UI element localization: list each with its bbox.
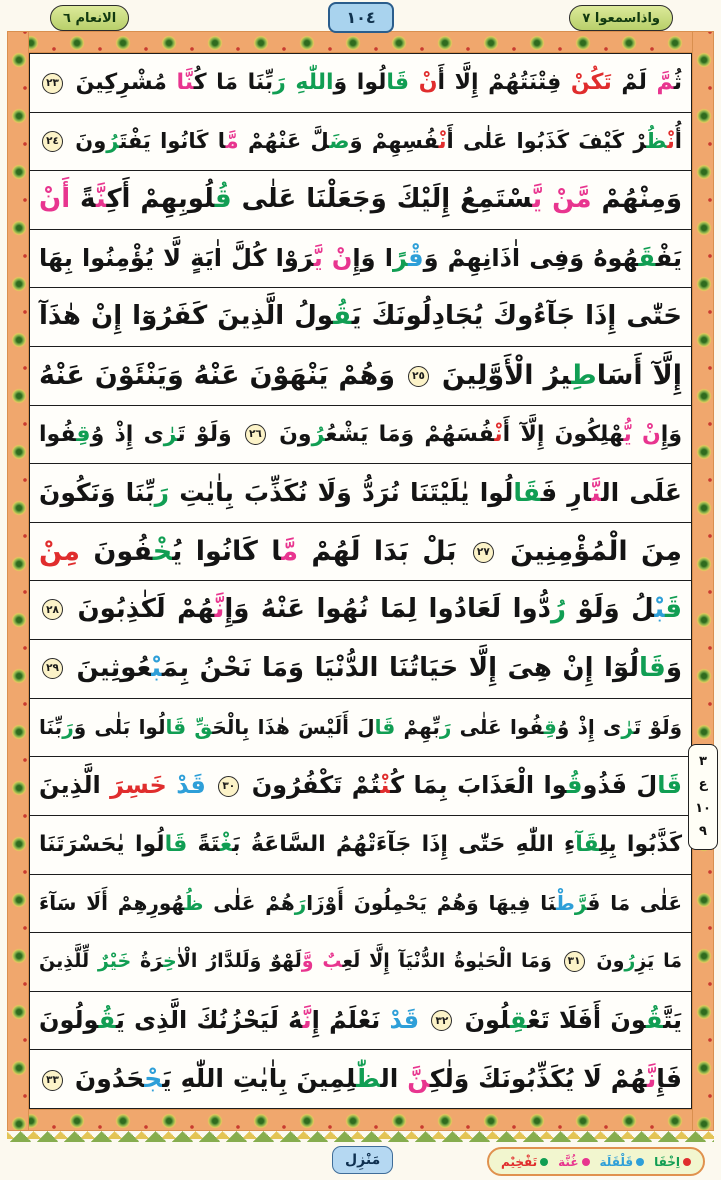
legend-label: قَلْقَلَة (599, 1154, 634, 1169)
tajweed-segment: لُ وَلَوْ (566, 594, 655, 625)
tajweed-segment: قَدْ (389, 1005, 420, 1034)
ruku-marker-value: ٩ (699, 824, 707, 840)
tajweed-segment: نْ (380, 771, 391, 800)
quran-text-line (30, 699, 691, 758)
verse-number-badge: ٣١ (564, 951, 585, 972)
tajweed-segment: نَّ (646, 1064, 657, 1094)
legend-item (600, 1156, 645, 1168)
tajweed-segment: لُوا وَ (333, 70, 387, 95)
tajweed-legend (487, 1147, 705, 1176)
quran-text-line (30, 230, 691, 289)
tajweed-segment: نْ يَّ (313, 243, 353, 272)
ruku-marker-value: ع (698, 777, 708, 793)
tajweed-segment: بِّنَا (39, 714, 63, 739)
tajweed-segment: رَ (154, 478, 170, 508)
quran-text-line (30, 640, 691, 699)
tajweed-segment: قِ (76, 421, 91, 447)
tajweed-segment (206, 771, 215, 799)
tajweed-segment: نَّ (302, 1005, 312, 1034)
tajweed-segment: ولُ الَّذِينَ كَفَرُوٓا إِنْ هٰذَآ (39, 301, 334, 332)
tajweed-segment: ضَ (329, 128, 350, 153)
legend-item (501, 1156, 548, 1168)
tajweed-segment: وَلَوْ تَ (177, 421, 242, 447)
tajweed-segment: لُوا بَلٰى وَ (73, 714, 166, 739)
tajweed-segment: رُ (106, 128, 120, 153)
tajweed-segment: دُّوا لَعَادُوا لِمَا نُهُوا عَنْهُ وَإِ (224, 594, 552, 625)
tajweed-segment: فُونَ (80, 535, 153, 567)
verse-number-badge: ٢٦ (245, 424, 266, 445)
tajweed-segment: هْلِكُونَ إِلَّآ أَ (502, 421, 624, 447)
tajweed-segment: خَسِرَ (110, 771, 167, 800)
tajweed-segment: مَّ (656, 70, 674, 95)
tajweed-segment: ا كَانُوا يُ (172, 535, 282, 567)
tajweed-segment: قَآ (575, 831, 600, 857)
tajweed-segment: مَّ (281, 535, 299, 567)
juz-name-tab (569, 5, 673, 31)
tajweed-segment: بْ (654, 594, 665, 625)
tajweed-segment: ونَ (66, 128, 107, 153)
tajweed-segment: خِ (163, 950, 177, 973)
legend-label: تَفْخِيْم (501, 1154, 538, 1169)
verse-number-badge: ٢٩ (42, 658, 63, 679)
tajweed-segment: ال (380, 1064, 408, 1094)
manzil-marker (332, 1146, 393, 1174)
verse-number-badge: ٣٢ (431, 1010, 452, 1031)
tajweed-segment: ظُ (184, 890, 204, 915)
verse-number-badge: ٢٤ (42, 131, 63, 152)
surah-name-tab (50, 5, 129, 31)
tajweed-segment: قُ (98, 1005, 116, 1034)
tajweed-segment: قَا (164, 831, 188, 857)
tajweed-segment: ولُونَ (39, 1005, 99, 1034)
quran-text-line (30, 54, 691, 113)
quran-text-line (30, 523, 691, 582)
tajweed-segment: قَا (165, 714, 187, 739)
tajweed-segment: رَّ (574, 890, 588, 915)
tajweed-segment (286, 70, 296, 95)
tajweed-segment: بِّهِمْ (395, 714, 440, 739)
tajweed-segment: إِلَّآ أَسَا (596, 360, 682, 392)
tajweed-segment: لُوا يٰحَسْرَتَنَا (39, 831, 165, 857)
quran-text-line (30, 464, 691, 523)
manzil-label: مَنْزِل (345, 1152, 381, 1168)
legend-item (558, 1156, 589, 1168)
tajweed-segment: رُ (551, 594, 566, 625)
tajweed-segment: يرُ الْأَوَّلِينَ (431, 360, 572, 392)
quran-text-block (29, 53, 692, 1109)
tajweed-segment: نْ يُّ (623, 421, 661, 447)
tajweed-segment: سْتَمِعُ إِلَيْكَ وَجَعَلْنَا عَلٰى (231, 184, 533, 215)
tajweed-segment: وَإِ (660, 421, 682, 447)
tajweed-segment: عَلَى ال (601, 478, 682, 508)
tajweed-segment: بِّنَا وَنَكُونَ (39, 478, 155, 508)
tajweed-segment: نْ (666, 128, 675, 153)
tajweed-segment: رُ (624, 950, 636, 973)
tajweed-segment: تَةً (187, 831, 220, 857)
tajweed-segment: ظُ (646, 128, 667, 153)
tajweed-segment: قْ (407, 243, 424, 272)
tajweed-segment: فُوا عَلٰى (451, 714, 544, 739)
tajweed-segment: نَّا (176, 70, 194, 95)
tajweed-segment (409, 70, 419, 95)
tajweed-segment: نَّ (214, 594, 225, 625)
tajweed-segment: وَمَا الْحَيٰوةُ الدُّنْيَآ إِلَّا لَعِ (342, 950, 561, 973)
tajweed-segment: رَ (439, 714, 452, 739)
quran-text-line (30, 875, 691, 934)
tajweed-segment: هُمْ لَكٰذِبُونَ (66, 594, 215, 625)
tajweed-segment: طْ (555, 890, 575, 915)
tajweed-segment: ةً (70, 184, 96, 215)
tajweed-segment: ظّٰ (356, 1064, 381, 1094)
tajweed-segment: قِ (509, 1005, 528, 1034)
tajweed-segment: قُ (214, 184, 232, 215)
tajweed-segment: نَعْلَمُ إِ (311, 1005, 390, 1034)
tajweed-segment: وَمِنْهُمْ (591, 184, 682, 215)
tajweed-segment: رَ (62, 714, 74, 739)
tajweed-segment: جْ (144, 1064, 163, 1094)
quran-text-line (30, 933, 691, 992)
tajweed-segment: وَهُمْ يَنْهَوْنَ عَنْهُ وَيَنْئَوْنَ عَنْهُ (39, 360, 405, 392)
tajweed-segment: تَكُنْ (570, 70, 612, 95)
tajweed-segment: عَلٰى مَا فَ (587, 890, 682, 915)
tajweed-segment: لَ أَلَيْسَ هٰذَا بِالْحَ (212, 714, 375, 739)
tajweed-segment: حَدُونَ (66, 1064, 145, 1094)
quran-text-line (30, 992, 691, 1051)
tajweed-segment: نَّ (591, 478, 602, 508)
legend-color-dot (582, 1158, 590, 1166)
quran-text-line (30, 347, 691, 406)
tajweed-segment: قَا (513, 478, 541, 508)
tajweed-segment: وَ (665, 653, 682, 684)
border-fringe (7, 1131, 714, 1142)
tajweed-segment: نَّ (407, 1064, 430, 1094)
tajweed-segment: نْ (494, 421, 503, 447)
tajweed-segment: مِنَ الْمُؤْمِنِينَ (496, 535, 682, 567)
legend-item (654, 1156, 691, 1168)
tajweed-segment: كَذَّبُوا بِلِ (599, 831, 683, 857)
tajweed-segment: رٰ (163, 421, 178, 447)
verse-number-badge: ٣٠ (218, 776, 239, 797)
verse-number-badge: ٣٣ (42, 1070, 63, 1091)
tajweed-segment: فَإِ (656, 1064, 682, 1094)
legend-color-dot (683, 1158, 691, 1166)
tajweed-segment: قَا (374, 714, 396, 739)
border-ornament-bottom (7, 1109, 714, 1131)
tajweed-segment: قَا (639, 653, 666, 684)
tajweed-segment: مَّنْ يَّ (532, 184, 592, 215)
tajweed-segment: قُ (566, 771, 583, 800)
tajweed-segment: غْ (219, 831, 233, 857)
tajweed-segment: يَفْ (655, 243, 682, 272)
tajweed-segment: ونَ أَفَلَا تَعْ (527, 1005, 646, 1034)
tajweed-segment: قُ (333, 301, 352, 332)
tajweed-segment: لُوٓا إِنْ هِىَ إِلَّا حَيَاتُنَا الدُّنْيَا وَمَا نَحْنُ بِمَ (161, 653, 640, 684)
page-number-badge (328, 2, 394, 33)
surah-name-label: الانعام ٦ (63, 10, 117, 26)
tajweed-segment: مَّ (225, 128, 239, 153)
tajweed-segment: تُمْ تَكْفُرُونَ (242, 771, 381, 800)
tajweed-segment: هُمْ لَا يُكَذِّبُونَكَ وَلٰكِ (429, 1064, 647, 1094)
tajweed-segment (419, 1006, 428, 1034)
border-ornament-right (692, 31, 714, 1131)
ruku-marker-value: ٣ (699, 753, 707, 769)
tajweed-segment: لُوا يٰلَيْتَنَا نُرَدُّ وَلَا نُكَذِّبَ بِاٰيٰتِ (169, 478, 514, 508)
decorative-frame (7, 31, 714, 1131)
tajweed-segment: بٌ وَّ (301, 950, 343, 973)
verse-number-badge: ٢٧ (473, 542, 494, 563)
tajweed-segment: اللّٰهِ (295, 70, 334, 95)
tajweed-segment: لَّ عَنْهُمْ (238, 128, 330, 153)
tajweed-segment: هُورِهِمْ أَلَا سَآءَ (39, 890, 185, 915)
quran-text-line (30, 757, 691, 816)
ruku-marker-tab (688, 744, 718, 850)
verse-number-badge: ٢٣ (42, 73, 63, 94)
quran-text-line (30, 406, 691, 465)
tajweed-segment: لَهْوٌ وَلَلدَّارُ الْاٰ (176, 950, 302, 973)
page-number-label: ١٠٤ (346, 8, 376, 27)
tajweed-segment: قَ (638, 243, 656, 272)
tajweed-segment: نَا فِيهَا وَهُمْ يَحْمِلُونَ أَوْزَا (306, 890, 556, 915)
tajweed-segment: حَتّٰى إِذَا جَآءُوكَ يُجَادِلُونَكَ يَ (351, 301, 682, 332)
tajweed-segment: ارِ فَ (540, 478, 592, 508)
tajweed-segment: قَا (386, 70, 410, 95)
tajweed-segment: قِ (543, 714, 557, 739)
quran-text-line (30, 1050, 691, 1108)
legend-label: غُنَّة (558, 1154, 579, 1169)
tajweed-segment: ونَ (268, 421, 312, 447)
tajweed-segment: لِمِينَ بِاٰيٰتِ اللّٰهِ يَ (162, 1064, 357, 1094)
tajweed-segment: رَوْا كُلَّ اٰيَةٍ لَّا يُؤْمِنُوا بِهَا (39, 243, 314, 272)
tajweed-segment: هُ لَيَحْزُنُكَ الَّذِى يَ (115, 1005, 303, 1034)
tajweed-segment: بَلْ بَدَا لَهُمْ (298, 535, 470, 567)
tajweed-segment: رٰ (621, 714, 634, 739)
tajweed-segment: لَمْ (611, 70, 657, 95)
tajweed-segment: قَا (657, 771, 682, 800)
tajweed-segment: لِّلَّذِينَ (39, 950, 98, 973)
tajweed-segment: فِتْنَتُهُمْ إِلَّا أَ (437, 70, 571, 95)
tajweed-segment: أَنْ (39, 184, 71, 215)
tajweed-segment: قِّ (194, 714, 213, 739)
legend-color-dot (540, 1158, 548, 1166)
tajweed-segment: رُ (311, 421, 326, 447)
tajweed-segment: بْ (151, 653, 162, 684)
tajweed-segment: أُ (674, 128, 682, 153)
tajweed-segment: ى إِذْ وُ (556, 714, 622, 739)
tajweed-segment: فُوا (39, 421, 77, 447)
quran-text-line (30, 171, 691, 230)
tajweed-segment: مَا يَزِ (635, 950, 682, 973)
ruku-marker-value: ١٠ (695, 800, 711, 816)
tajweed-segment: يَتَّ (663, 1005, 682, 1034)
tajweed-segment: رً (392, 243, 408, 272)
tajweed-segment: هُمْ عَلٰى (203, 890, 295, 915)
quran-text-line (30, 113, 691, 172)
quran-text-line (30, 288, 691, 347)
tajweed-segment: مُشْرِكِينَ (66, 70, 177, 95)
tajweed-segment: بِّنَا مَا كُ (193, 70, 274, 95)
tajweed-segment: رَةُ (131, 950, 164, 973)
tajweed-segment: نَّ (95, 184, 107, 215)
juz-name-label: واذاسمعوا ٧ (582, 10, 660, 26)
tajweed-segment: خْ (152, 535, 173, 567)
tajweed-segment: خَيْرٌ (97, 950, 132, 973)
tajweed-segment: نْ (418, 70, 438, 95)
verse-number-badge: ٢٨ (42, 599, 63, 620)
tajweed-segment: هُوهُ وَفِى اٰذَانِهِمْ وَ (423, 243, 639, 272)
tajweed-segment: ونَ (587, 950, 625, 973)
tajweed-segment: وَلَوْ تَ (633, 714, 683, 739)
tajweed-segment: رْ كَيْفَ كَذَبُوا عَلٰى أَ (446, 128, 647, 153)
quran-text-line (30, 581, 691, 640)
legend-label: اِخْفَا (654, 1154, 680, 1169)
tajweed-segment: فُسِهِمْ وَ (349, 128, 439, 153)
tajweed-segment: رَ (294, 890, 307, 915)
border-ornament-top (7, 31, 714, 53)
tajweed-segment: لُونَ (455, 1005, 510, 1034)
tajweed-segment: قَدْ (176, 771, 206, 800)
tajweed-segment: لَ فَذُو (582, 771, 658, 800)
tajweed-segment: وا الْعَذَابَ بِمَا كُ (390, 771, 567, 800)
tajweed-segment (167, 771, 176, 799)
tajweed-segment: ا كَانُوا يَفْتَ (119, 128, 226, 153)
tajweed-segment: مِنْ (39, 535, 81, 567)
tajweed-segment: ى إِذْ وُ (90, 421, 164, 447)
tajweed-segment: قُ (645, 1005, 664, 1034)
tajweed-segment: ءِ اللّٰهِ حَتّٰى إِذَا جَآءَتْهُمُ السَّاعَةُ بَ (232, 831, 576, 857)
tajweed-segment: عُوثِينَ (66, 653, 152, 684)
legend-color-dot (636, 1158, 644, 1166)
verse-number-badge: ٢٥ (408, 366, 429, 387)
tajweed-segment: قَ (664, 594, 683, 625)
tajweed-segment: ثُ (673, 70, 682, 95)
tajweed-segment: فُسَهُمْ وَمَا يَشْعُ (325, 421, 495, 447)
tajweed-segment: الَّذِينَ (39, 771, 111, 800)
tajweed-segment: طِ (571, 360, 597, 392)
tajweed-segment: لُوبِهِمْ أَكِ (106, 184, 215, 215)
tajweed-segment: رَ (273, 70, 286, 95)
quran-text-line (30, 816, 691, 875)
tajweed-segment: ا وَإِ (352, 243, 393, 272)
tajweed-segment: نْ (438, 128, 447, 153)
border-ornament-left (7, 31, 29, 1131)
